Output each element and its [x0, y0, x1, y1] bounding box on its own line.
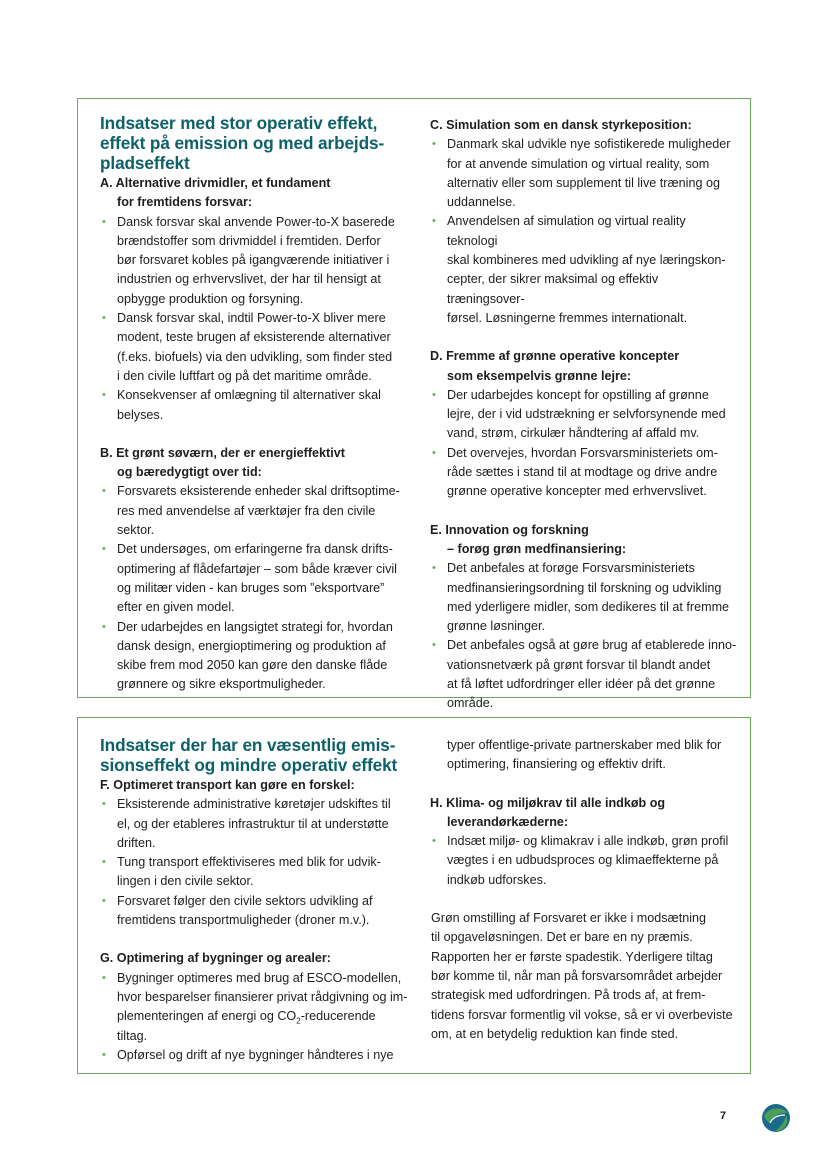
text-line: (f.eks. biofuels) via den udvikling, som finder sted: [117, 349, 393, 364]
heading-line: pladseffekt: [100, 153, 190, 173]
text-line: om, at en betydelig reduktion kan finde sted.: [431, 1026, 679, 1041]
text-line: • Tung transport effektiviseres med blik for udvik-: [117, 855, 381, 870]
continued-text: [430, 736, 738, 775]
text-line: [117, 1007, 408, 1046]
list-item: [430, 386, 738, 444]
text-line: fremtidens transportmuligheder (droner m.v.).: [117, 913, 370, 928]
list-item: [430, 636, 738, 713]
text-line: belyses.: [117, 407, 164, 422]
text-line: medfinansieringsordning til forskning og udvikling: [447, 580, 722, 595]
section-f-list: [100, 795, 408, 930]
text-line: hvor besparelser finansierer privat rådgivning og im-: [117, 989, 408, 1004]
section-e-list: [430, 559, 738, 713]
section-title-line: som eksempelvis grønne lejre:: [447, 368, 632, 383]
text-line: uddannelse.: [447, 195, 516, 210]
text-line: opbygge produktion og forsyning.: [117, 291, 304, 306]
section-title-line: leverandørkæderne:: [447, 814, 569, 829]
text-line: for at anvende simulation og virtual reality, som: [447, 156, 710, 171]
text-line: førsel. Løsningerne fremmes internationalt.: [447, 310, 688, 325]
text-line: grønne operative koncepter med erhvervslivet.: [447, 484, 707, 499]
heading-line: sionseffekt og mindre operativ effekt: [100, 755, 398, 775]
heading-line: Indsatser med stor operativ effekt,: [100, 113, 378, 133]
text-line: til opgaveløsningen. Det er bare en ny præmis.: [431, 930, 693, 945]
text-line: vand, strøm, cirkulær håndtering af affald mv.: [447, 426, 700, 441]
list-item: [100, 213, 408, 309]
text-line: grønnere og sikre eksportmuligheder.: [117, 677, 326, 692]
text-line: skal kombineres med udvikling af nye læringskon-: [447, 253, 726, 268]
list-item: [430, 832, 738, 890]
list-item: [100, 618, 408, 695]
section-title-line: C. Simulation som en dansk styrkeposition:: [430, 118, 692, 132]
text-line: Grøn omstilling af Forsvaret er ikke i modsætning: [431, 911, 707, 926]
section-title-line: H. Klima- og miljøkrav til alle indkøb og: [430, 795, 666, 810]
section-title-line: D. Fremme af grønne operative koncepter: [430, 349, 680, 364]
column-right: [430, 116, 738, 714]
text-line: modent, teste brugen af eksisterende alternativer: [117, 330, 391, 345]
text-line: • Der udarbejdes en langsigtet strategi for, hvordan: [117, 619, 393, 634]
text-line: industrien og erhvervslivet, der har til hensigt at: [117, 272, 381, 287]
text-line: • Forsvarets eksisterende enheder skal driftsoptime-: [117, 484, 400, 499]
page-number: 7: [720, 1110, 727, 1122]
text-line: grønne løsninger.: [447, 619, 546, 634]
text-line: • Det anbefales at forøge Forsvarsministeriets: [447, 561, 695, 576]
text-line: • Bygninger optimeres med brug af ESCO-modellen,: [117, 970, 402, 985]
text-line: • Det anbefales også at gøre brug af etablerede inno-: [447, 638, 737, 653]
list-item: [100, 309, 408, 386]
text-line: at få løftet udfordringer eller idéer på det grønne: [447, 677, 716, 692]
text-line: bør komme til, når man på forsvarsområdet arbejder: [431, 968, 723, 983]
section-c-title: [430, 116, 738, 135]
list-item: [100, 853, 408, 892]
text-line: og militær viden - kan bruges som ”eksportvare”: [117, 580, 385, 595]
section-title-line: F. Optimeret transport kan gøre en forskel:: [100, 778, 355, 792]
list-item: [430, 444, 738, 502]
text-line: område.: [447, 696, 494, 711]
list-item: [430, 212, 738, 328]
text-line: efter en given model.: [117, 600, 235, 615]
section-c-list: [430, 135, 738, 328]
text-line: tidens forsvar formentlig vil vokse, så er vi overbeviste: [431, 1007, 733, 1022]
text-line: indkøb udforskes.: [447, 872, 547, 887]
section-f-title: [100, 776, 408, 795]
list-item: [100, 1046, 408, 1065]
text-line: • Det overvejes, hvordan Forsvarsministeriets om-: [447, 445, 718, 460]
section-b-list: [100, 482, 408, 694]
section-e-title: [430, 521, 738, 560]
list-item: [100, 482, 408, 540]
text-line: • Dansk forsvar skal, indtil Power-to-X bliver mere: [117, 311, 386, 326]
text-line: alternativ eller som supplement til live træning og: [447, 175, 720, 190]
text-line: • Forsvaret følger den civile sektors udvikling af: [117, 893, 373, 908]
info-box-emission-effect: [77, 717, 751, 1074]
text-line: vægtes i en udbudsproces og klimaeffekterne på: [447, 853, 719, 868]
section-g-list: [100, 969, 408, 1065]
section-a-list: [100, 213, 408, 425]
section-h-list: [430, 832, 738, 890]
section-g-title: [100, 949, 408, 968]
section-title-line: A. Alternative drivmidler, et fundament: [100, 176, 331, 190]
text-fragment: plementeringen af energi og CO: [117, 1009, 297, 1024]
closing-paragraph: [430, 909, 738, 1044]
list-item: [100, 795, 408, 853]
text-line: • Dansk forsvar skal anvende Power-to-X baserede: [117, 214, 395, 229]
text-fragment: -reducerende tiltag.: [117, 1009, 376, 1043]
box-heading: [100, 735, 408, 775]
column-left: [100, 735, 408, 1065]
text-line: strategisk med udfordringen. På trods af, at frem-: [431, 988, 706, 1003]
section-title-line: G. Optimering af bygninger og arealer:: [100, 951, 331, 966]
list-item: [100, 969, 408, 1046]
text-line: skibe frem mod 2050 kan gøre den danske flåde: [117, 658, 388, 673]
text-line: bør forsvaret kobles på igangværende initiativer i: [117, 253, 390, 268]
section-h-title: [430, 794, 738, 833]
section-d-list: [430, 386, 738, 502]
text-line: el, og der etableres infrastruktur til at understøtte: [117, 816, 389, 831]
text-line: typer offentlige-private partnerskaber med blik for: [447, 738, 722, 752]
text-line: • Eksisterende administrative køretøjer udskiftes til: [117, 797, 391, 812]
column-left: [100, 113, 408, 695]
subscript: 2: [296, 1016, 301, 1026]
text-line: driften.: [117, 835, 156, 850]
text-line: råde sættes i stand til at modtage og drive andre: [447, 465, 718, 480]
text-line: dansk design, energioptimering og produktion af: [117, 638, 386, 653]
circular-leaf-logo-icon: [761, 1103, 791, 1133]
text-line: • Danmark skal udvikle nye sofistikerede muligheder: [447, 137, 731, 152]
list-item: [430, 559, 738, 636]
text-line: optimering af flådefartøjer – som både kræver civil: [117, 561, 397, 576]
text-line: vationsnetværk på grønt forsvar til blandt andet: [447, 657, 711, 672]
text-line: • Opførsel og drift af nye bygninger håndteres i nye: [117, 1047, 394, 1062]
text-line: lejre, der i vid udstrækning er selvforsynende med: [447, 407, 726, 422]
list-item: [430, 135, 738, 212]
text-line: Rapporten her er første spadestik. Yderligere tiltag: [431, 949, 713, 964]
text-line: med yderligere midler, som dedikeres til at fremme: [447, 599, 730, 614]
text-line: • Anvendelsen af simulation og virtual reality teknologi: [447, 214, 686, 248]
text-line: • Indsæt miljø- og klimakrav i alle indkøb, grøn profil: [447, 834, 729, 849]
section-title-line: – forøg grøn medfinansiering:: [447, 541, 627, 556]
text-line: • Konsekvenser af omlægning til alternativer skal: [117, 388, 381, 403]
section-a-title: [100, 174, 408, 213]
text-line: lingen i den civile sektor.: [117, 874, 254, 889]
list-item: [100, 386, 408, 425]
section-title-line: E. Innovation og forskning: [430, 522, 589, 537]
text-line: res med anvendelse af værktøjer fra den civile sektor.: [117, 503, 376, 538]
section-title-line: for fremtidens forsvar:: [117, 195, 253, 210]
list-item: [100, 892, 408, 931]
text-line: brændstoffer som drivmiddel i fremtiden. Derfor: [117, 233, 381, 248]
text-line: i den civile luftfart og på det maritime område.: [117, 368, 372, 383]
section-title-line: og bæredygtigt over tid:: [117, 465, 262, 480]
list-item: [100, 540, 408, 617]
section-d-title: [430, 347, 738, 386]
section-b-title: [100, 444, 408, 483]
text-line: optimering, finansiering og effektiv drift.: [447, 757, 666, 772]
column-right: [430, 736, 738, 1044]
heading-line: Indsatser der har en væsentlig emis-: [100, 735, 396, 755]
text-line: cepter, der sikrer maksimal og effektiv træningsover-: [447, 272, 659, 306]
text-line: • Der udarbejdes koncept for opstilling af grønne: [447, 387, 709, 402]
text-line: • Det undersøges, om erfaringerne fra dansk drifts-: [117, 542, 393, 557]
section-title-line: B. Et grønt søværn, der er energieffektivt: [100, 445, 345, 460]
info-box-major-effect: [77, 98, 751, 711]
heading-line: effekt på emission og med arbejds-: [100, 133, 385, 153]
box-heading: [100, 113, 408, 173]
